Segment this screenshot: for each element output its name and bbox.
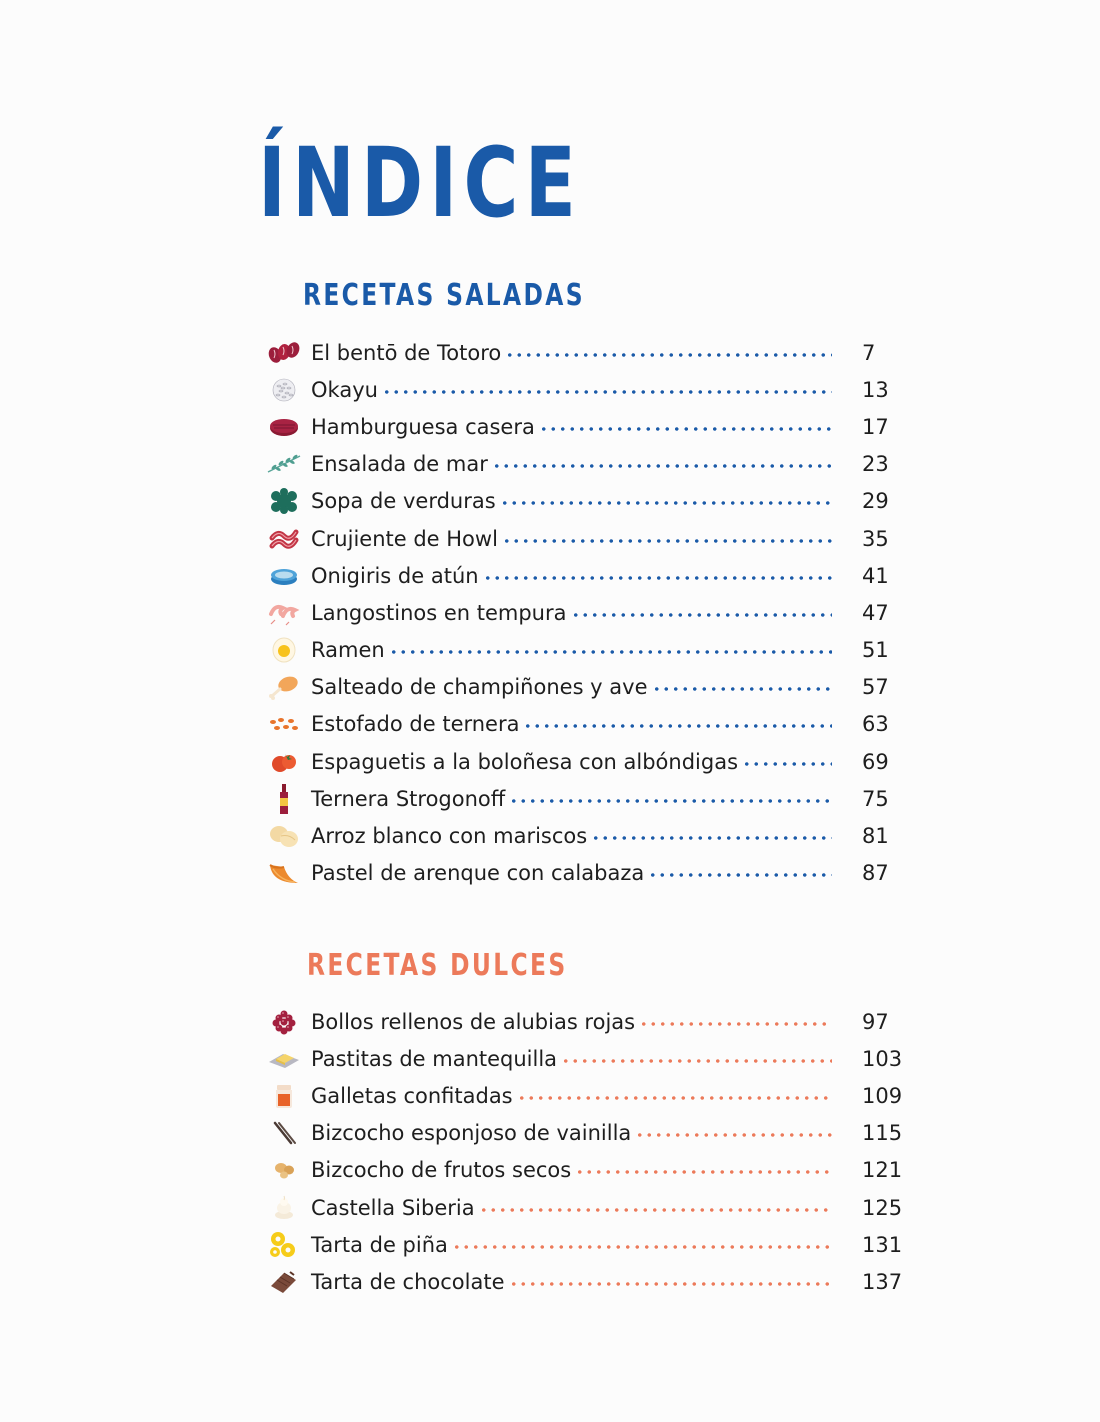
tomato-icon xyxy=(266,747,302,777)
page-number: 17 xyxy=(862,414,889,439)
toc-entry[interactable] xyxy=(266,1077,946,1114)
dot-leader xyxy=(483,576,832,580)
page-number: 7 xyxy=(862,340,876,365)
page-number: 69 xyxy=(862,749,889,774)
page-number: 97 xyxy=(862,1009,889,1034)
page-number: 121 xyxy=(862,1158,903,1183)
spinach-icon xyxy=(266,486,302,516)
recipe-name: Hamburguesa casera xyxy=(311,414,535,439)
butter-icon xyxy=(266,1044,302,1074)
dot-leader xyxy=(509,1282,832,1286)
page-number: 51 xyxy=(862,638,889,663)
sweet-recipe-list xyxy=(266,1003,946,1301)
recipe-name: Ternera Strogonoff xyxy=(311,786,506,811)
page-number: 57 xyxy=(862,675,889,700)
dot-leader xyxy=(648,873,832,877)
savory-recipe-list xyxy=(266,334,946,892)
recipe-name: Espaguetis a la boloñesa con albóndigas xyxy=(311,749,739,774)
dot-leader xyxy=(561,1059,832,1063)
cream-icon xyxy=(266,1193,302,1223)
dot-leader xyxy=(505,353,832,357)
recipe-name: Crujiente de Howl xyxy=(311,526,498,551)
dot-leader xyxy=(575,1170,832,1174)
chocolate-bar-icon xyxy=(266,1267,302,1297)
recipe-name: Bizcocho esponjoso de vainilla xyxy=(311,1121,632,1146)
dot-leader xyxy=(639,1022,832,1026)
seaweed-icon xyxy=(266,449,302,479)
rice-icon xyxy=(266,375,302,405)
shrimp-icon xyxy=(266,598,302,628)
recipe-name: Ensalada de mar xyxy=(311,452,488,477)
dot-leader xyxy=(517,1096,832,1100)
toc-entry[interactable] xyxy=(266,594,946,631)
page-title: ÍNDICE xyxy=(258,127,583,239)
page-number: 87 xyxy=(862,861,889,886)
toc-entry[interactable] xyxy=(266,557,946,594)
red-beans-icon xyxy=(266,1007,302,1037)
recipe-name: Ramen xyxy=(311,638,385,663)
toc-entry[interactable] xyxy=(266,817,946,854)
vanilla-pod-icon xyxy=(266,1118,302,1148)
page-number: 103 xyxy=(862,1046,903,1071)
bacon-icon xyxy=(266,524,302,554)
toc-entry[interactable] xyxy=(266,520,946,557)
recipe-name: Tarta de chocolate xyxy=(311,1269,505,1294)
toc-entry[interactable] xyxy=(266,483,946,520)
toc-entry[interactable] xyxy=(266,1189,946,1226)
recipe-name: Bizcocho de frutos secos xyxy=(311,1158,572,1183)
dot-leader xyxy=(500,501,832,505)
recipe-name: Onigiris de atún xyxy=(311,563,479,588)
toc-entry[interactable] xyxy=(266,1152,946,1189)
dot-leader xyxy=(539,427,832,431)
recipe-name: Salteado de champiñones y ave xyxy=(311,675,648,700)
toc-entry[interactable] xyxy=(266,1040,946,1077)
dot-leader xyxy=(571,613,833,617)
sweet-section-heading: RECETAS DULCES xyxy=(307,948,568,983)
toc-entry[interactable] xyxy=(266,334,946,371)
page-number: 137 xyxy=(862,1269,903,1294)
page-number: 109 xyxy=(862,1083,903,1108)
toc-entry[interactable] xyxy=(266,446,946,483)
page-number: 29 xyxy=(862,489,889,514)
dot-leader xyxy=(502,539,832,543)
dot-leader xyxy=(389,650,832,654)
pineapple-rings-icon xyxy=(266,1230,302,1260)
dot-leader xyxy=(382,390,832,394)
toc-entry[interactable] xyxy=(266,1263,946,1300)
dot-leader xyxy=(635,1133,832,1137)
toc-entry[interactable] xyxy=(266,1115,946,1152)
dot-leader xyxy=(492,464,832,468)
dot-leader xyxy=(742,762,832,766)
toc-entry[interactable] xyxy=(266,669,946,706)
toc-entry[interactable] xyxy=(266,1003,946,1040)
dot-leader xyxy=(523,724,832,728)
recipe-name: Pastel de arenque con calabaza xyxy=(311,861,645,886)
recipe-name: Pastitas de mantequilla xyxy=(311,1046,558,1071)
recipe-name: Estofado de ternera xyxy=(311,712,520,737)
tuna-can-icon xyxy=(266,561,302,591)
recipe-name: Galletas confitadas xyxy=(311,1083,513,1108)
peanut-icon xyxy=(266,1155,302,1185)
toc-entry[interactable] xyxy=(266,743,946,780)
toc-entry[interactable] xyxy=(266,855,946,892)
pumpkin-slice-icon xyxy=(266,858,302,888)
page-number: 81 xyxy=(862,824,889,849)
jam-jar-icon xyxy=(266,1081,302,1111)
recipe-name: Sopa de verduras xyxy=(311,489,496,514)
carrot-slices-icon xyxy=(266,709,302,739)
recipe-name: Arroz blanco con mariscos xyxy=(311,824,588,849)
toc-entry[interactable] xyxy=(266,632,946,669)
recipe-name: Langostinos en tempura xyxy=(311,600,567,625)
page-number: 47 xyxy=(862,600,889,625)
page-number: 75 xyxy=(862,786,889,811)
page-number: 13 xyxy=(862,377,889,402)
recipe-name: Okayu xyxy=(311,377,378,402)
page-number: 115 xyxy=(862,1121,903,1146)
dot-leader xyxy=(652,687,832,691)
recipe-name: Tarta de piña xyxy=(311,1232,448,1257)
recipe-name: Castella Siberia xyxy=(311,1195,475,1220)
bean-icon xyxy=(266,338,302,368)
page-number: 125 xyxy=(862,1195,903,1220)
page-number: 41 xyxy=(862,563,889,588)
page-number: 131 xyxy=(862,1232,903,1257)
recipe-name: El bentō de Totoro xyxy=(311,340,502,365)
page-number: 35 xyxy=(862,526,889,551)
scallop-icon xyxy=(266,821,302,851)
burger-patty-icon xyxy=(266,412,302,442)
toc-entry[interactable] xyxy=(266,408,946,445)
toc-entry[interactable] xyxy=(266,780,946,817)
wine-bottle-icon xyxy=(266,784,302,814)
page-number: 23 xyxy=(862,452,889,477)
recipe-name: Bollos rellenos de alubias rojas xyxy=(311,1009,636,1034)
page-number: 63 xyxy=(862,712,889,737)
dot-leader xyxy=(591,836,832,840)
savory-section-heading: RECETAS SALADAS xyxy=(303,278,585,313)
toc-entry[interactable] xyxy=(266,1226,946,1263)
chicken-leg-icon xyxy=(266,672,302,702)
egg-icon xyxy=(266,635,302,665)
toc-entry[interactable] xyxy=(266,706,946,743)
dot-leader xyxy=(452,1245,832,1249)
dot-leader xyxy=(509,799,832,803)
dot-leader xyxy=(479,1208,832,1212)
toc-entry[interactable] xyxy=(266,371,946,408)
